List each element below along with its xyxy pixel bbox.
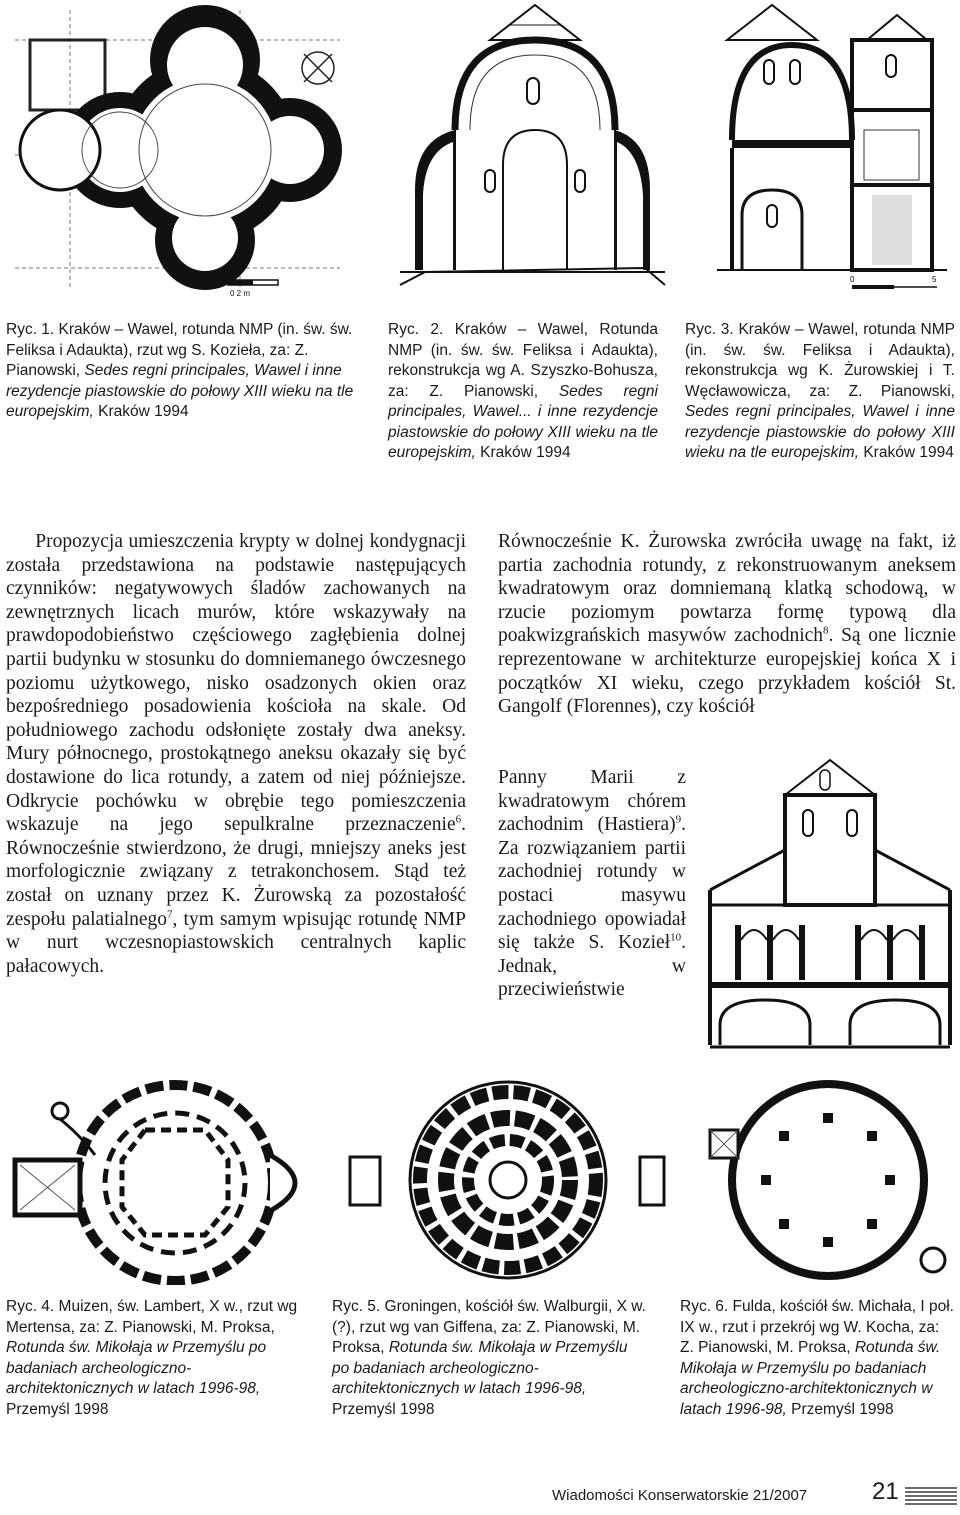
figure-5-plan <box>340 1075 670 1285</box>
right-column-narrow-text: Panny Marii z kwadratowym chórem zachodnim (Hastiera)$^9$. Za rozwiązaniem partii zachodniej rotundy w postaci masywu zachodniego opowiadał się także S. Kozieł$^{10}$. Jednak, w przeciwieństwie <box>498 767 686 1001</box>
page-number: 21 <box>872 1478 899 1505</box>
left-column-text: Propozycja umieszczenia krypty w dolnej kondygnacji została przedstawiona na podstawie następujących czynników: negatywowych śladów zachowanych na zewnętrznych licach murów, które wskazywały na prawdopodobieństwo częściowego zagłębienia dolnej partii budynku w stosunku do domniemanego ówczesnego poziomu użytkowego, nisko osadzonych okien oraz bezpośredniego posadowienia kościoła na skale. Od południowego zachodu odsłonięte zostały dwa aneksy. Mury północnego, prostokątnego aneksu okazały się być dostawione do lica rotundy, a zatem od niej późniejsze. Odkrycie pochówku w obrębie tego pomieszczenia wskazuje na jego sepulkralne przeznaczenie$^6$. Równocześnie stwierdzono, że drugi, mniejszy aneks jest morfologicznie związany z tetrakonchosem. Stąd też został on uznany przez K. Żurowską za pozostałość zespołu palatialnego$^7$, tym samym wpisując rotundę NMP w nurt wczesnopiastowskich centralnych kaplic pałacowych. <box>6 531 466 977</box>
caption-ryc2: Ryc. 2. Kraków – Wawel, Rotunda NMP (in. św. św. Feliksa i Adaukta), rekonstrukcja wg A. Szyszko-Bohusza, za: Z. Pianowski, Sedes regni principales, Wawel... i inne rezydencje piastowskie do połowy XIII wieku na tle europejskim, Kraków 1994 <box>388 321 658 461</box>
right-column-text: Równocześnie K. Żurowska zwróciła uwagę na fakt, iż partia zachodnia rotundy, z rekonstruowanym aneksem kwadratowym oraz domniemaną klatką schodową, w rzucie poziomym powtarza formę typową dla poakwizgrańskich masywów zachodnich$^8$. Są one licznie reprezentowane w architekturze europejskiej końca X i początków XI wieku, czego przykładem kościół St. Gangolf (Florennes), czy kościół <box>498 531 957 718</box>
scale-label: 0 2 m <box>230 289 251 298</box>
figure-4-plan <box>0 1075 330 1285</box>
caption-ryc3: Ryc. 3. Kraków – Wawel, rotunda NMP (in. św. św. Feliksa i Adaukta), rekonstrukcja wg K. Żurowskiej i T. Węcławowicza, za: Z. Pianowski, Sedes regni principales, Wawel i inne rezydencje piastowskie do połowy XIII wieku na tle europejskim, Kraków 1994 <box>685 321 956 461</box>
caption-label: Ryc. 1. <box>6 321 55 338</box>
figure-inline-section <box>705 755 955 1055</box>
caption-ryc1: Ryc. 1. Kraków – Wawel, rotunda NMP (in. św. św. Feliksa i Adaukta), rzut wg S. Kozieła, za: Z. Pianowski, Sedes regni principales, Wawel i inne rezydencje piastowskie do połowy XIII wieku na tle europejskim, Kraków 1994 <box>6 321 354 420</box>
figure-2-section <box>395 0 670 300</box>
figure-6-plan <box>688 1075 958 1285</box>
figure-1-plan <box>0 0 345 300</box>
caption-ryc6: Ryc. 6. Fulda, kościół św. Michała, I poł. IX w., rzut i przekrój wg W. Kocha, za: Z. Pianowski, M. Proksa, Rotunda św. Mikołaja w Przemyślu po badaniach archeologiczno-architektonicznych w latach 1996-98, Przemyśl 1998 <box>680 1298 954 1418</box>
caption-ryc5: Ryc. 5. Groningen, kościół św. Walburgii, X w.(?), rzut wg van Giffena, za: Z. Pianowski, M. Proksa, Rotunda św. Mikołaja w Przemyślu po badaniach archeologiczno-architektonicznych w latach 1996-98, Przemyśl 1998 <box>332 1298 646 1418</box>
scale-5: 5 <box>932 275 937 284</box>
journal-footer: Wiadomości Konserwatorskie 21/2007 <box>552 1487 808 1504</box>
caption-label: Ryc. 4. <box>6 1298 55 1315</box>
caption-label: Ryc. 5. <box>332 1298 381 1315</box>
caption-label: Ryc. 3. <box>685 321 734 338</box>
footer-rule-decoration <box>905 1486 957 1506</box>
figure-3-section <box>712 0 952 300</box>
caption-label: Ryc. 2. <box>388 321 444 338</box>
scale-0: 0 <box>850 275 855 284</box>
caption-ryc4: Ryc. 4. Muizen, św. Lambert, X w., rzut wg Mertensa, za: Z. Pianowski, M. Proksa, Rotunda św. Mikołaja w Przemyślu po badaniach archeologiczno-architektonicznych w latach 1996-98, Przemyśl 1998 <box>6 1298 298 1418</box>
caption-label: Ryc. 6. <box>680 1298 729 1315</box>
